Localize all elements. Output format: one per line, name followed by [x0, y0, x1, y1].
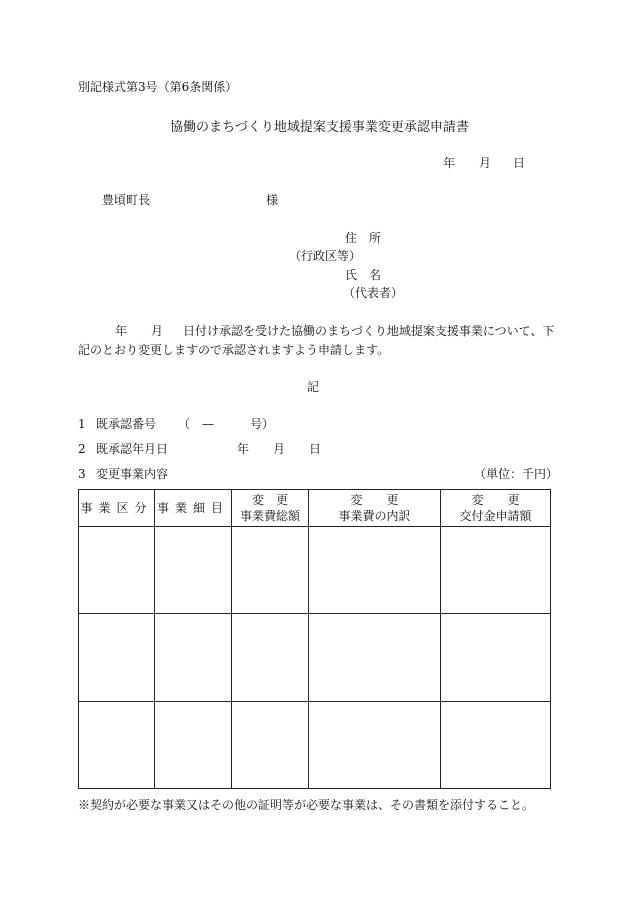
- item-3-label: 変更事業内容: [96, 467, 169, 481]
- table-cell[interactable]: [441, 527, 551, 614]
- table-cell[interactable]: [309, 614, 441, 702]
- unit-label: （単位：千円）: [474, 467, 559, 481]
- table-row: [79, 702, 551, 789]
- item-1-label: 既承認番号: [96, 417, 157, 431]
- item-2-month: 月: [273, 442, 286, 456]
- addressee-honorific: 様: [266, 193, 279, 207]
- body-line1: 日付け承認を受けた協働のまちづくり地域提案支援事業について、下: [183, 324, 555, 338]
- table-cell[interactable]: [232, 614, 309, 702]
- date-day-label: 日: [513, 156, 526, 170]
- item-2-num: 2: [78, 442, 86, 456]
- table-cell[interactable]: [79, 614, 155, 702]
- item-1-value: （ — 号）: [178, 417, 275, 431]
- applicant-rep-label: （代表者）: [343, 286, 404, 300]
- body-line2: 記のとおり変更しますので承認されますよう申請します。: [78, 343, 390, 357]
- date-year-label: 年: [443, 156, 456, 170]
- applicant-district-label: （行政区等）: [289, 249, 362, 263]
- table-cell[interactable]: [232, 527, 309, 614]
- item-1-num: 1: [78, 417, 86, 431]
- table-cell[interactable]: [441, 702, 551, 789]
- header-grant-amount: 変 更 交付金申請額: [441, 490, 551, 527]
- table-cell[interactable]: [155, 702, 232, 789]
- document-title: 協働のまちづくり地域提案支援事業変更承認申請書: [170, 120, 469, 135]
- table-cell[interactable]: [79, 527, 155, 614]
- table-cell[interactable]: [155, 614, 232, 702]
- applicant-address-label: 住 所: [345, 231, 382, 245]
- header-total-cost: 変 更 事業費総額: [232, 490, 309, 527]
- applicant-name-label: 氏 名: [345, 268, 382, 282]
- table-cell[interactable]: [79, 702, 155, 789]
- item-2-year: 年: [237, 442, 250, 456]
- table-row: [79, 614, 551, 702]
- date-month-label: 月: [479, 156, 492, 170]
- footnote: ※契約が必要な事業又はその他の証明等が必要な事業は、その書類を添付すること。: [78, 798, 535, 812]
- body-year-label: 年: [115, 324, 128, 338]
- table-cell[interactable]: [155, 527, 232, 614]
- item-2-day: 日: [309, 442, 322, 456]
- table-header-row: [79, 490, 551, 527]
- ki-heading: 記: [307, 380, 320, 394]
- form-number: 別記様式第3号（第6条関係）: [78, 80, 238, 94]
- table-cell[interactable]: [232, 702, 309, 789]
- change-table: [78, 489, 551, 789]
- table-cell[interactable]: [309, 527, 441, 614]
- addressee-name: 豊頃町長: [102, 193, 151, 207]
- table-cell[interactable]: [309, 702, 441, 789]
- table-row: [79, 527, 551, 614]
- item-2-label: 既承認年月日: [96, 442, 169, 456]
- header-business-category: 事業区分: [79, 490, 155, 527]
- header-cost-breakdown: 変 更 事業費の内訳: [309, 490, 441, 527]
- body-month-label: 月: [151, 324, 164, 338]
- table-cell[interactable]: [441, 614, 551, 702]
- item-3-num: 3: [78, 467, 86, 481]
- header-business-detail: 事業細目: [155, 490, 232, 527]
